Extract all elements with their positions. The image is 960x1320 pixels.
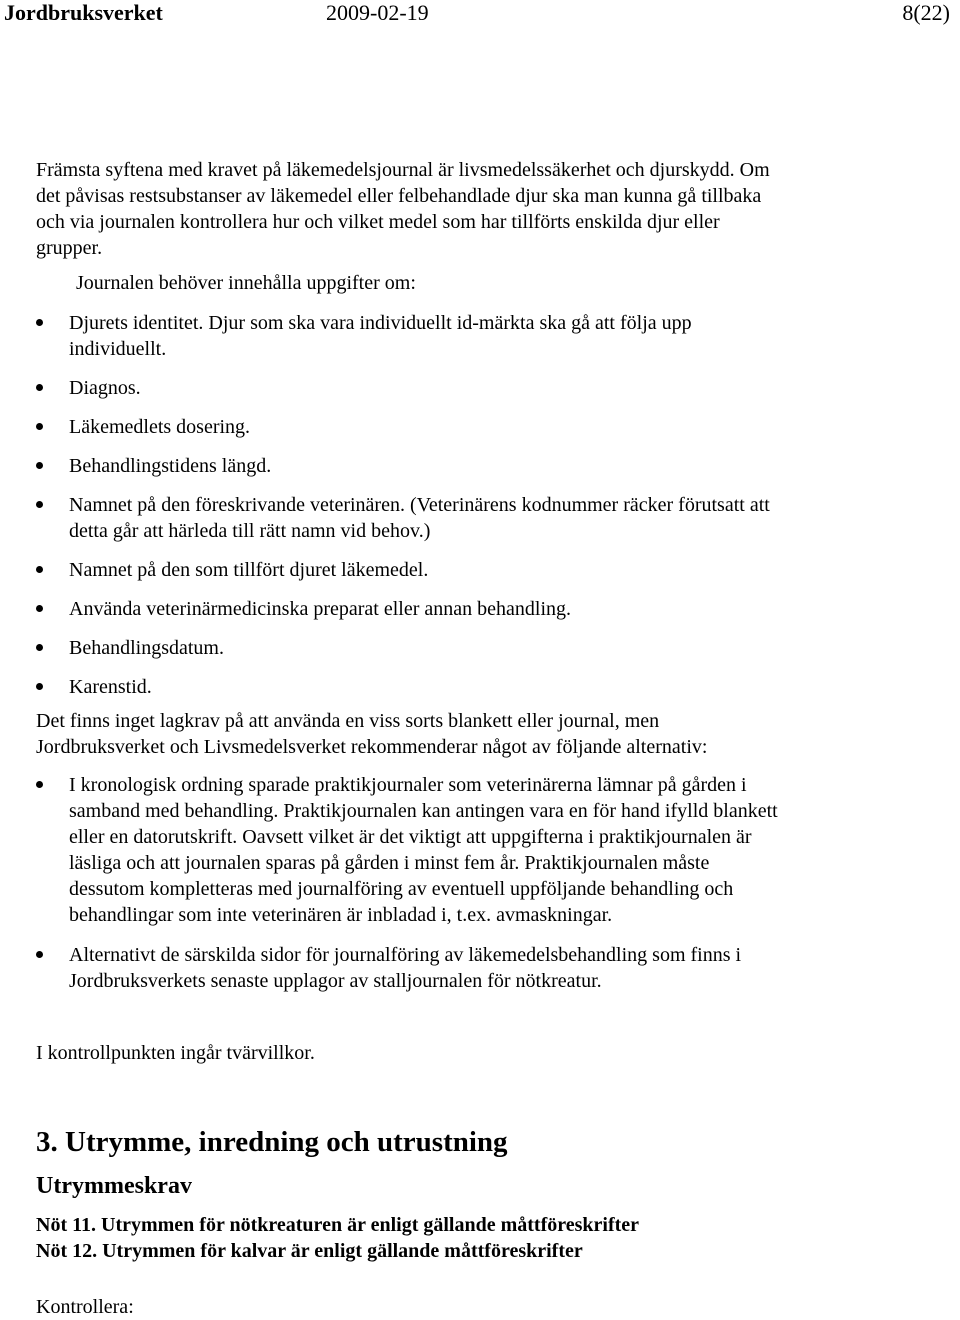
list-item-text: individuellt. xyxy=(69,338,167,360)
journal-items-list xyxy=(0,310,950,700)
requirement-item: Nöt 12. Utrymmen för kalvar är enligt gällande måttföreskrifter xyxy=(36,1240,583,1262)
list-item-text: läsliga och att journalen sparas på gården i minst fem år. Praktikjournalen måste xyxy=(69,852,710,874)
law-paragraph xyxy=(36,708,936,760)
list-item-text: eller en datorutskrift. Oavsett vilket är det viktigt att uppgifterna i praktikjournalen är xyxy=(69,826,752,848)
list-item-text: Djurets identitet. Djur som ska vara individuellt id-märkta ska gå att följa upp xyxy=(69,312,692,334)
section-heading: 3. Utrymme, inredning och utrustning xyxy=(36,1126,508,1158)
list-item-text: I kronologisk ordning sparade praktikjournaler som veterinärerna lämnar på gården i xyxy=(69,774,747,796)
list-item-text: Läkemedlets dosering. xyxy=(69,416,251,438)
section-subheading: Utrymmeskrav xyxy=(36,1173,192,1199)
list-item xyxy=(0,635,950,661)
list-item-text: Behandlingsdatum. xyxy=(69,637,224,659)
list-item-text: Namnet på den som tillfört djuret läkemedel. xyxy=(69,559,429,581)
list-item xyxy=(0,596,950,622)
list-item-text: Diagnos. xyxy=(69,377,141,399)
list-item xyxy=(0,414,950,440)
law-line: Jordbruksverket och Livsmedelsverket rekommenderar något av följande alternativ: xyxy=(36,736,708,758)
list-item xyxy=(0,557,950,583)
journal-lead: Journalen behöver innehålla uppgifter om: xyxy=(76,272,416,294)
document-date: 2009-02-19 xyxy=(326,0,429,25)
list-item-text: Namnet på den föreskrivande veterinären. (Veterinärens kodnummer räcker förutsatt att xyxy=(69,494,770,516)
requirement-item: Nöt 11. Utrymmen för nötkreaturen är enligt gällande måttföreskrifter xyxy=(36,1214,640,1236)
list-item xyxy=(0,492,950,544)
list-item xyxy=(0,772,950,928)
list-item xyxy=(0,674,950,700)
list-item xyxy=(0,375,950,401)
list-item-text: Behandlingstidens längd. xyxy=(69,455,272,477)
list-item-text: detta går att härleda till rätt namn vid behov.) xyxy=(69,520,431,542)
intro-line: grupper. xyxy=(36,237,103,259)
intro-paragraph xyxy=(36,157,936,261)
list-item xyxy=(0,942,950,994)
organization-name: Jordbruksverket xyxy=(4,0,163,25)
intro-line: och via journalen kontrollera hur och vilket medel som har tillförts enskilda djur eller xyxy=(36,211,720,233)
list-item-text: dessutom kompletteras med journalföring av eventuell uppföljande behandling och xyxy=(69,878,734,900)
list-item-text: Använda veterinärmedicinska preparat eller annan behandling. xyxy=(69,598,572,620)
list-item xyxy=(0,310,950,362)
cross-compliance-note: I kontrollpunkten ingår tvärvillkor. xyxy=(36,1042,315,1064)
list-item-text: Jordbruksverkets senaste upplagor av stalljournalen för nötkreatur. xyxy=(69,970,602,992)
page-number: 8(22) xyxy=(902,0,950,25)
list-item xyxy=(0,453,950,479)
list-item-text: Alternativt de särskilda sidor för journalföring av läkemedelsbehandling som finns i xyxy=(69,944,742,966)
law-line: Det finns inget lagkrav på att använda en viss sorts blankett eller journal, men xyxy=(36,710,660,732)
intro-line: Främsta syftena med kravet på läkemedelsjournal är livsmedelssäkerhet och djurskydd. Om xyxy=(36,159,770,181)
intro-line: det påvisas restsubstanser av läkemedel eller felbehandlade djur ska man kunna gå tillbaka xyxy=(36,185,762,207)
alternatives-list xyxy=(0,772,950,994)
list-item-text: Karenstid. xyxy=(69,676,152,698)
check-label: Kontrollera: xyxy=(36,1296,134,1318)
list-item-text: behandlingar som inte veterinären är inbladad i, t.ex. avmaskningar. xyxy=(69,904,613,926)
list-item-text: samband med behandling. Praktikjournalen kan antingen vara en för hand ifylld blankett xyxy=(69,800,778,822)
